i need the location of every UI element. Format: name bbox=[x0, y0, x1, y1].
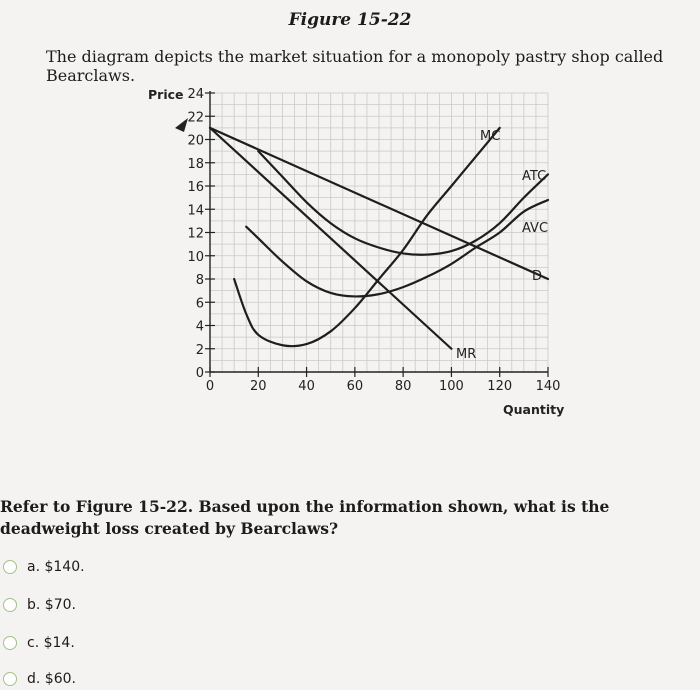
series-label-atc: ATC bbox=[522, 169, 547, 184]
y-tick-label: 20 bbox=[187, 133, 204, 149]
figure-title: Figure 15-22 bbox=[288, 10, 412, 30]
answer-option-b[interactable] bbox=[3, 594, 76, 616]
x-tick-label: 140 bbox=[535, 379, 561, 394]
series-label-avc: AVC bbox=[522, 221, 549, 236]
x-tick-label: 100 bbox=[439, 379, 464, 394]
y-tick-label: 8 bbox=[195, 273, 204, 288]
answer-label: d. $60. bbox=[27, 671, 76, 687]
y-tick-label: 2 bbox=[195, 342, 204, 358]
x-tick-label: 120 bbox=[487, 379, 513, 394]
series-label-mc: MC bbox=[480, 129, 501, 144]
y-tick-label: 12 bbox=[187, 226, 204, 242]
y-tick-label: 4 bbox=[195, 319, 204, 335]
y-tick-label: 22 bbox=[187, 110, 204, 126]
cursor-arrow-icon bbox=[175, 118, 188, 132]
question-text: Refer to Figure 15-22. Based upon the information shown, what is the deadweight loss created by Bearclaws? bbox=[0, 497, 610, 538]
series-label-mr: MR bbox=[456, 347, 477, 362]
x-tick-label: 80 bbox=[394, 379, 412, 394]
x-tick-label: 60 bbox=[346, 379, 364, 394]
radio-button[interactable] bbox=[3, 672, 17, 686]
x-tick-label: 20 bbox=[250, 379, 267, 394]
figure-description: The diagram depicts the market situation for a monopoly pastry shop called Bearclaws. bbox=[46, 47, 664, 85]
series-avc-line bbox=[246, 200, 548, 297]
answer-label: c. $14. bbox=[27, 635, 75, 651]
y-tick-label: 24 bbox=[187, 87, 204, 102]
answer-option-d[interactable] bbox=[3, 668, 76, 690]
y-tick-label: 0 bbox=[195, 366, 204, 381]
y-tick-label: 16 bbox=[187, 180, 204, 195]
y-tick-label: 10 bbox=[187, 249, 204, 265]
x-tick-label: 40 bbox=[298, 379, 315, 394]
answer-option-a[interactable] bbox=[3, 556, 85, 578]
radio-button[interactable] bbox=[3, 560, 17, 574]
y-axis-title: Price bbox=[148, 87, 184, 102]
radio-button[interactable] bbox=[3, 598, 17, 612]
answer-label: b. $70. bbox=[27, 597, 76, 613]
answer-label: a. $140. bbox=[27, 559, 85, 575]
y-tick-label: 6 bbox=[195, 296, 204, 312]
y-tick-label: 18 bbox=[187, 156, 204, 172]
series-label-d: D bbox=[532, 269, 543, 284]
x-axis-title: Quantity bbox=[503, 402, 565, 417]
answer-option-c[interactable] bbox=[3, 632, 75, 654]
radio-button[interactable] bbox=[3, 636, 17, 650]
y-tick-label: 14 bbox=[187, 203, 204, 219]
x-tick-label: 0 bbox=[205, 379, 215, 394]
